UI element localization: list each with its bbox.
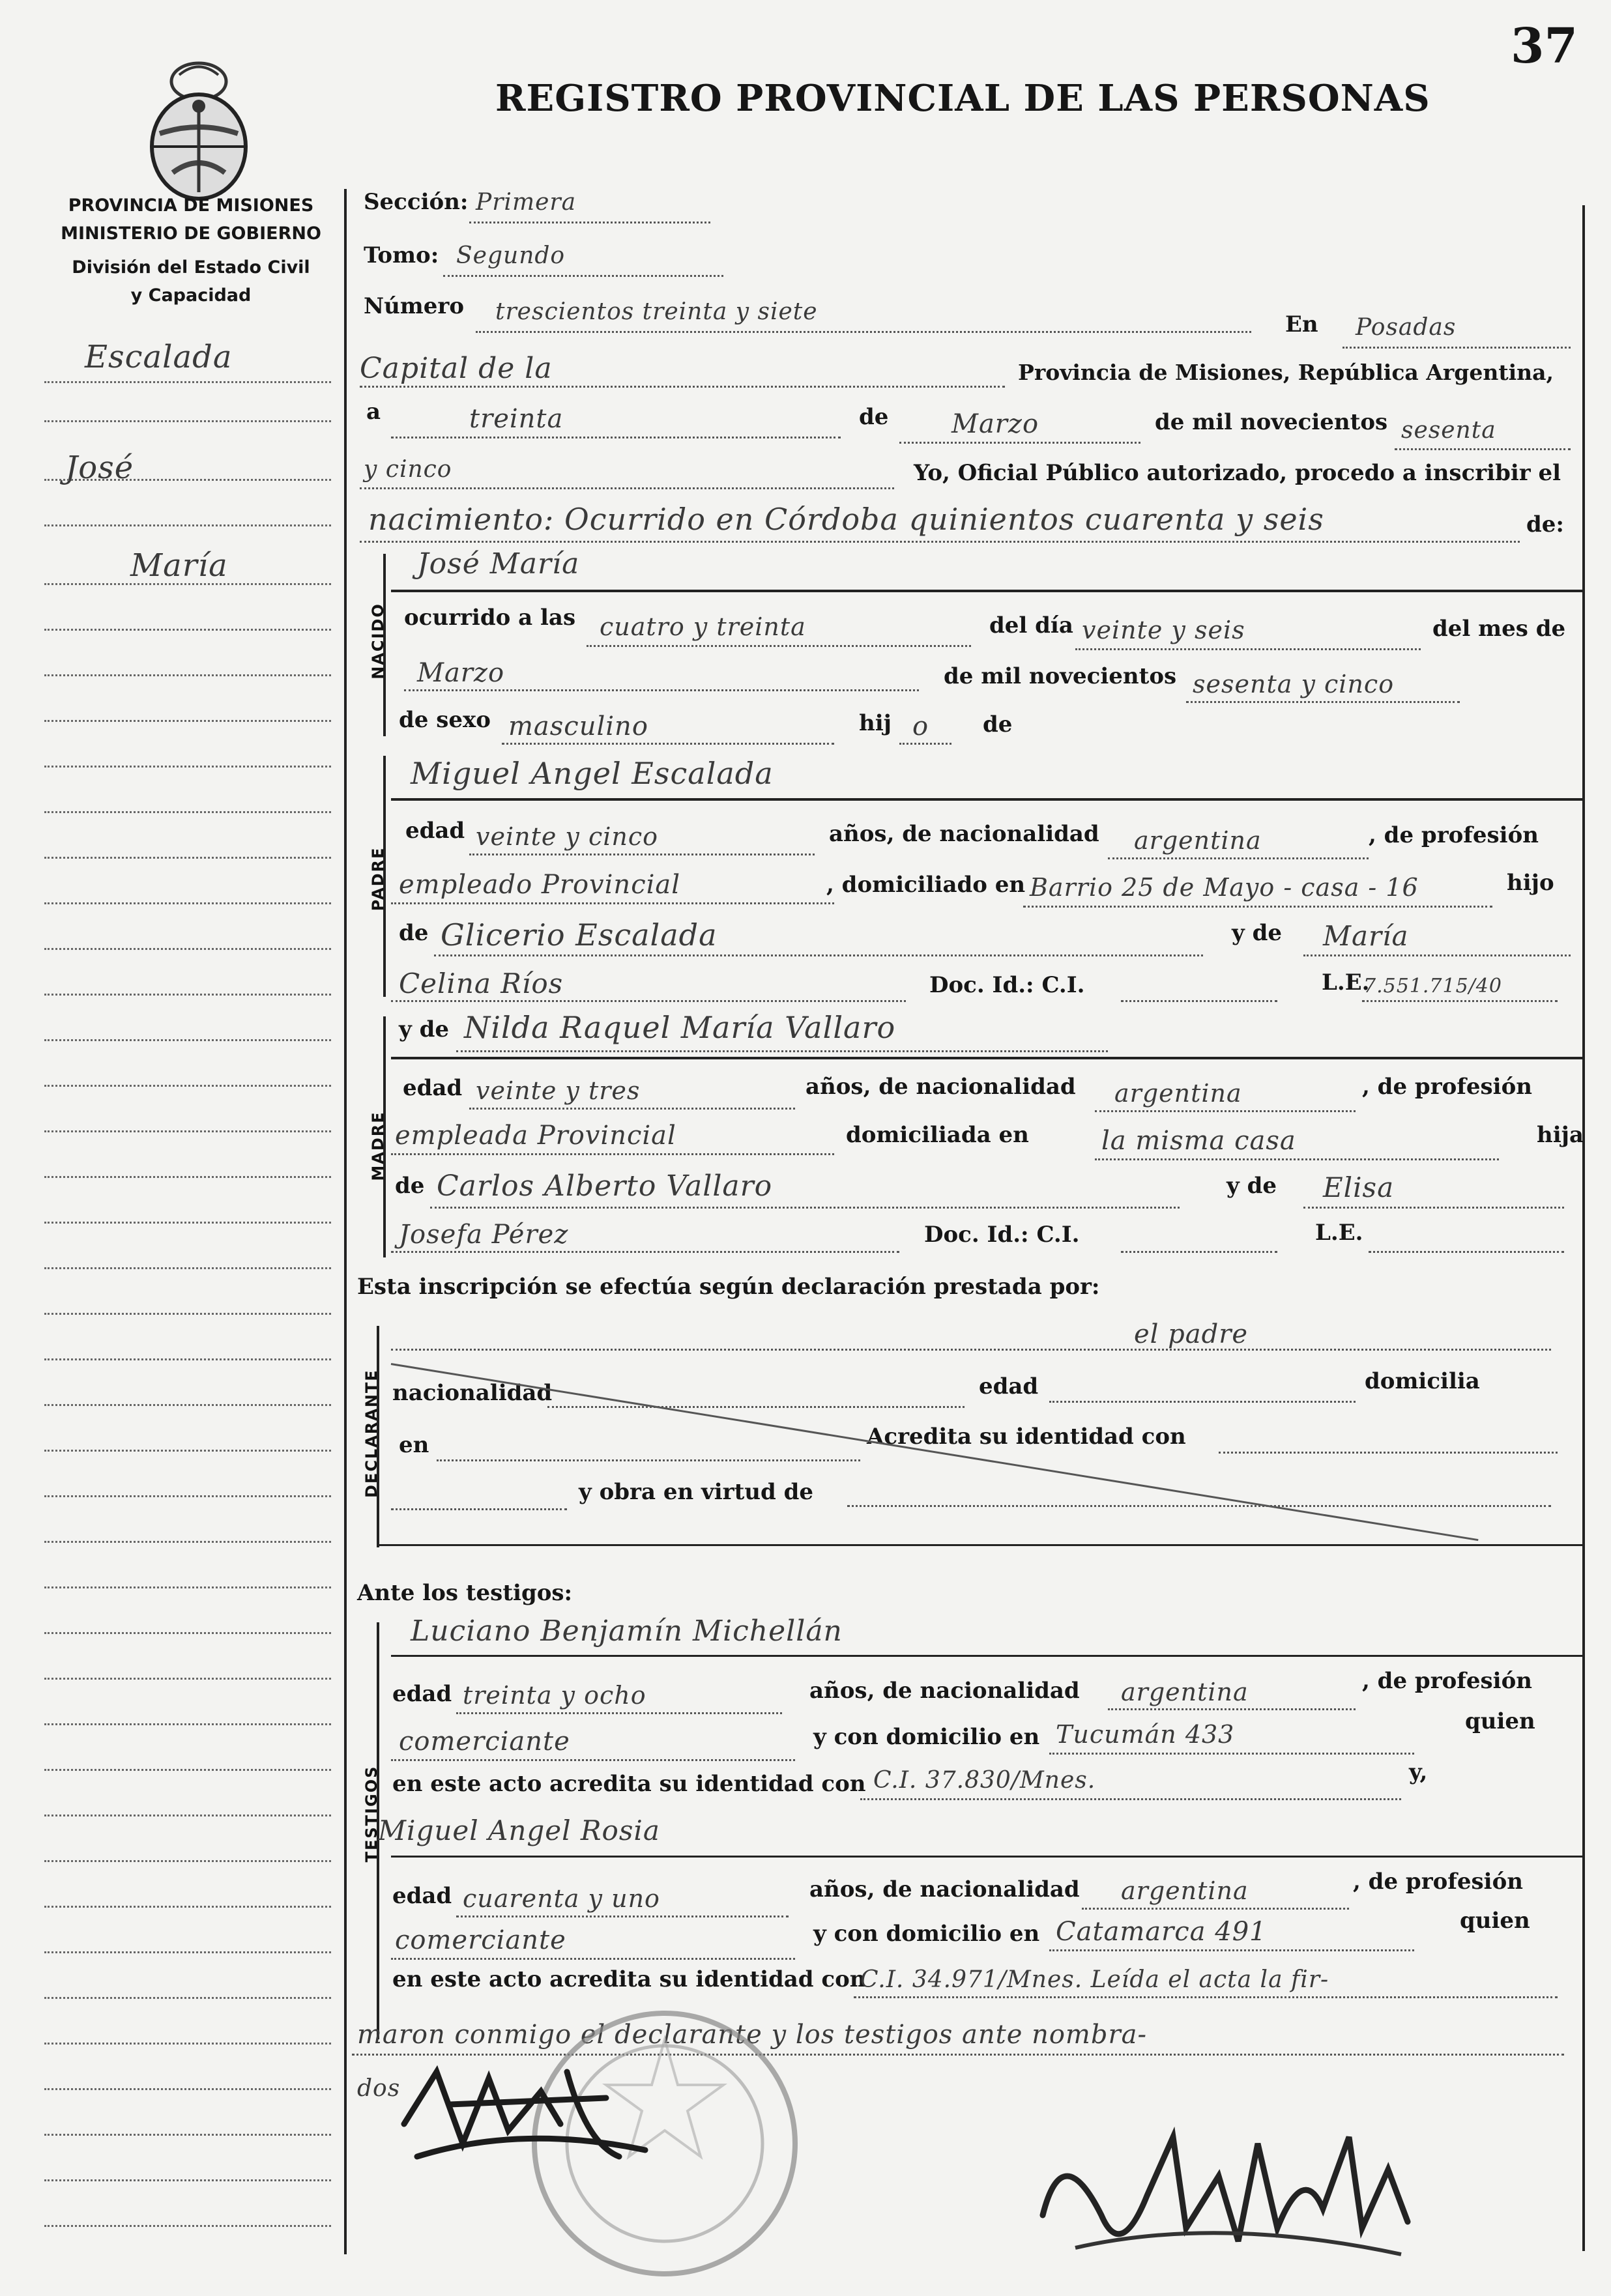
fill-line bbox=[1395, 448, 1571, 450]
official-signature bbox=[391, 2046, 665, 2176]
padre-name: Miguel Angel Escalada bbox=[411, 756, 774, 791]
month-value: Marzo bbox=[951, 409, 1039, 439]
fill-line bbox=[1362, 1000, 1558, 1002]
margin-line bbox=[44, 948, 331, 950]
padre-edad-label: edad bbox=[405, 818, 465, 844]
testigo2-acredita-label: en este acto acredita su identidad con bbox=[392, 1966, 866, 1992]
madre-le-label: L.E. bbox=[1315, 1220, 1363, 1246]
madre-dom-value: la misma casa bbox=[1101, 1126, 1296, 1156]
fill-line bbox=[1303, 954, 1571, 956]
margin-line bbox=[44, 1678, 331, 1680]
fill-line bbox=[391, 902, 834, 904]
padre-de-label: de bbox=[399, 920, 429, 946]
declarante-acredita-label: Acredita su identidad con bbox=[867, 1424, 1186, 1450]
margin-line bbox=[44, 2179, 331, 2181]
padre-hijo-label: hijo bbox=[1507, 870, 1554, 896]
fill-line bbox=[391, 1759, 795, 1761]
fill-line bbox=[456, 1712, 782, 1714]
testigo2-nac-label: años, de nacionalidad bbox=[809, 1876, 1080, 1902]
testigo1-prof-label: , de profesión bbox=[1362, 1668, 1532, 1694]
official-text: Yo, Oficial Público autorizado, procedo a inscribir el bbox=[914, 460, 1561, 486]
fill-line bbox=[1219, 1452, 1558, 1454]
margin-line bbox=[44, 2225, 331, 2227]
margin-line bbox=[44, 720, 331, 722]
section-rule bbox=[391, 798, 1584, 801]
fill-line bbox=[469, 222, 710, 223]
fill-line bbox=[469, 1108, 795, 1110]
numero-label: Número bbox=[364, 293, 464, 319]
margin-line bbox=[44, 1906, 331, 1908]
margin-line bbox=[44, 811, 331, 813]
fill-line bbox=[391, 1153, 834, 1155]
margin-line bbox=[44, 420, 331, 422]
birth-day-value: veinte y seis bbox=[1082, 616, 1245, 644]
margin-line bbox=[44, 994, 331, 996]
margin-name-1: José bbox=[65, 450, 134, 486]
day-value: treinta bbox=[469, 404, 564, 434]
fill-line bbox=[1095, 1158, 1499, 1160]
testigos-section-label: TESTIGOS bbox=[362, 1765, 381, 1863]
madre-prof-label: , de profesión bbox=[1362, 1074, 1532, 1100]
margin-line bbox=[44, 1313, 331, 1315]
margin-line bbox=[44, 524, 331, 526]
fill-line bbox=[1369, 1251, 1564, 1253]
authority-ministry: MINISTERIO DE GOBIERNO bbox=[61, 223, 321, 244]
numero-value: trescientos treinta y siete bbox=[495, 298, 818, 325]
place-value: Capital de la bbox=[360, 352, 553, 385]
margin-line bbox=[44, 583, 331, 585]
madre-y-de-label: y de bbox=[399, 1016, 449, 1042]
fill-line bbox=[404, 689, 919, 691]
closing-text-2: dos bbox=[357, 2075, 401, 2102]
padre-le-label: L.E. bbox=[1322, 969, 1370, 996]
margin-line bbox=[44, 629, 331, 631]
column-divider bbox=[344, 189, 347, 2254]
padre-mother-value-2: Celina Ríos bbox=[399, 968, 564, 999]
testigo1-quien-label: quien bbox=[1465, 1708, 1535, 1734]
page-number: 37 bbox=[1511, 18, 1578, 74]
padre-y-de-label: y de bbox=[1232, 920, 1282, 946]
margin-line bbox=[44, 1769, 331, 1771]
margin-line bbox=[44, 766, 331, 768]
madre-name: Nilda Raquel María Vallaro bbox=[464, 1010, 896, 1045]
nacido-section-label: NACIDO bbox=[369, 603, 387, 680]
fill-line bbox=[847, 1505, 1551, 1507]
fill-line bbox=[391, 1251, 899, 1253]
closing-text: maron conmigo el declarante y los testigos ante nombra- bbox=[357, 2020, 1147, 2050]
fill-line bbox=[1082, 1908, 1349, 1910]
fill-line bbox=[1075, 648, 1421, 650]
fill-line bbox=[899, 442, 1140, 444]
padre-mother-value-1: María bbox=[1323, 920, 1409, 952]
padre-le-value: 7.551.715/40 bbox=[1363, 975, 1502, 997]
hij-label: hij bbox=[859, 710, 892, 736]
margin-line bbox=[44, 1541, 331, 1543]
authority-capacity: y Capacidad bbox=[130, 285, 252, 306]
nacido-name: José María bbox=[417, 547, 580, 581]
fill-line bbox=[469, 854, 815, 855]
fill-line bbox=[456, 1050, 1108, 1052]
declarant-signature bbox=[1023, 2098, 1427, 2274]
year-value-1: sesenta bbox=[1401, 417, 1496, 444]
declaracion-text: Esta inscripción se efectúa según declaración prestada por: bbox=[357, 1274, 1100, 1300]
padre-section-label: PADRE bbox=[369, 846, 387, 911]
margin-line bbox=[44, 1222, 331, 1224]
margin-surname: Escalada bbox=[85, 339, 233, 375]
margin-line bbox=[44, 1997, 331, 1999]
section-rule bbox=[391, 590, 1584, 592]
authority-province: PROVINCIA DE MISIONES bbox=[68, 195, 314, 216]
testigos-ante-label: Ante los testigos: bbox=[357, 1580, 573, 1606]
hij-de-label: de bbox=[983, 711, 1013, 738]
madre-hija-label: hija bbox=[1537, 1122, 1584, 1148]
padre-prof-value: empleado Provincial bbox=[399, 870, 681, 900]
testigo2-edad-label: edad bbox=[392, 1883, 452, 1909]
de-colon-label: de: bbox=[1526, 511, 1564, 538]
en-label: En bbox=[1285, 311, 1318, 337]
seccion-value: Primera bbox=[476, 189, 577, 216]
margin-line bbox=[44, 1039, 331, 1041]
testigo2-edad-value: cuarenta y uno bbox=[463, 1884, 660, 1913]
de-label: de bbox=[859, 404, 889, 430]
madre-doc-label: Doc. Id.: C.I. bbox=[924, 1222, 1080, 1248]
birth-year-value: sesenta y cinco bbox=[1193, 670, 1395, 698]
madre-y-de2-label: y de bbox=[1226, 1173, 1277, 1199]
fill-line bbox=[860, 1798, 1401, 1800]
margin-line bbox=[44, 1723, 331, 1725]
fill-line bbox=[587, 645, 971, 647]
testigo2-prof-value: comerciante bbox=[395, 1925, 566, 1955]
declarante-value: el padre bbox=[1134, 1319, 1249, 1349]
fill-line bbox=[456, 1916, 789, 1917]
birth-month-value: Marzo bbox=[417, 658, 505, 688]
margin-line bbox=[44, 1586, 331, 1588]
fill-line bbox=[1049, 1949, 1414, 1951]
margin-line bbox=[44, 857, 331, 859]
testigo1-dom-label: y con domicilio en bbox=[813, 1724, 1040, 1750]
madre-father-value: Carlos Alberto Vallaro bbox=[437, 1170, 773, 1203]
fill-line bbox=[1121, 1000, 1277, 1002]
fill-line bbox=[547, 1406, 965, 1408]
fill-line bbox=[360, 541, 1520, 543]
declarante-en-label: en bbox=[399, 1432, 429, 1458]
madre-mother-value-1: Elisa bbox=[1323, 1171, 1395, 1203]
fill-line bbox=[360, 386, 1005, 388]
province-text: Provincia de Misiones, República Argentina, bbox=[1018, 360, 1554, 385]
madre-section-label: MADRE bbox=[369, 1111, 387, 1181]
year-value-2: y cinco bbox=[364, 456, 452, 483]
margin-line bbox=[44, 1860, 331, 1862]
section-rule bbox=[378, 1544, 1584, 1546]
hour-value: cuatro y treinta bbox=[600, 612, 806, 641]
testigo1-name: Luciano Benjamín Michellán bbox=[411, 1614, 843, 1648]
declarante-domicilia-label: domicilia bbox=[1365, 1368, 1480, 1394]
section-rule bbox=[391, 1856, 1584, 1858]
padre-nac-value: argentina bbox=[1134, 826, 1262, 855]
fill-line bbox=[437, 1459, 860, 1461]
margin-line bbox=[44, 902, 331, 904]
margin-line bbox=[44, 1815, 331, 1816]
madre-nac-label: años, de nacionalidad bbox=[806, 1074, 1076, 1100]
testigo1-edad-label: edad bbox=[392, 1681, 452, 1707]
margin-line bbox=[44, 1632, 331, 1634]
fill-line bbox=[391, 437, 841, 438]
fill-line bbox=[1049, 1753, 1414, 1755]
margin-line bbox=[44, 1358, 331, 1360]
margin-line bbox=[44, 1450, 331, 1452]
testigo2-name: Miguel Angel Rosia bbox=[378, 1815, 660, 1846]
fill-line bbox=[1186, 701, 1460, 703]
padre-prof-label: , de profesión bbox=[1369, 822, 1539, 848]
fill-line bbox=[391, 1349, 1551, 1351]
del-mes-label: del mes de bbox=[1432, 616, 1566, 642]
testigo2-prof-label: , de profesión bbox=[1353, 1869, 1523, 1895]
fill-line bbox=[1342, 347, 1571, 349]
testigo2-doc-value: C.I. 34.971/Mnes. Leída el acta la fir- bbox=[860, 1966, 1329, 1993]
fill-line bbox=[360, 487, 894, 489]
declarante-obra-label: y obra en virtud de bbox=[579, 1479, 814, 1505]
padre-father-value: Glicerio Escalada bbox=[441, 917, 718, 953]
fill-line bbox=[476, 331, 1251, 333]
authority-division: División del Estado Civil bbox=[72, 257, 310, 278]
declarante-edad-label: edad bbox=[979, 1373, 1039, 1399]
margin-line bbox=[44, 674, 331, 676]
testigo1-dom-value: Tucumán 433 bbox=[1056, 1720, 1235, 1749]
testigo2-quien-label: quien bbox=[1460, 1908, 1530, 1934]
testigo1-nac-value: argentina bbox=[1121, 1678, 1249, 1706]
fill-line bbox=[854, 1996, 1558, 1998]
page-right-border bbox=[1582, 205, 1585, 2251]
page-title: REGISTRO PROVINCIAL DE LAS PERSONAS bbox=[495, 77, 1430, 120]
declarante-nac-label: nacionalidad bbox=[392, 1380, 553, 1406]
fill-line bbox=[1121, 1251, 1277, 1253]
madre-edad-value: veinte y tres bbox=[476, 1076, 641, 1105]
madre-nac-value: argentina bbox=[1114, 1079, 1242, 1108]
margin-line bbox=[44, 1085, 331, 1087]
city-value: Posadas bbox=[1356, 314, 1457, 341]
padre-doc-label: Doc. Id.: C.I. bbox=[929, 972, 1085, 998]
testigo2-dom-label: y con domicilio en bbox=[813, 1921, 1040, 1947]
declarante-section-label: DECLARANTE bbox=[362, 1369, 381, 1498]
fill-line bbox=[1023, 906, 1492, 908]
padre-edad-value: veinte y cinco bbox=[476, 822, 659, 851]
fill-line bbox=[391, 1958, 795, 1960]
testigo2-dom-value: Catamarca 491 bbox=[1056, 1917, 1267, 1947]
fill-line bbox=[434, 954, 1203, 956]
margin-line bbox=[44, 1495, 331, 1497]
sexo-value: masculino bbox=[508, 711, 648, 741]
madre-dom-label: domiciliada en bbox=[846, 1122, 1029, 1148]
a-label: a bbox=[366, 399, 381, 425]
fill-line bbox=[1095, 1110, 1356, 1112]
madre-de-label: de bbox=[395, 1173, 425, 1199]
margin-line bbox=[44, 1130, 331, 1132]
fill-line bbox=[1108, 1708, 1356, 1710]
year-label: de mil novecientos bbox=[1155, 409, 1388, 435]
del-dia-label: del día bbox=[989, 612, 1073, 639]
madre-prof-value: empleada Provincial bbox=[395, 1121, 676, 1151]
act-line: nacimiento: Ocurrido en Córdoba quinientos cuarenta y seis bbox=[368, 502, 1324, 537]
padre-nac-label: años, de nacionalidad bbox=[829, 821, 1099, 847]
fill-line bbox=[391, 1000, 906, 1002]
seccion-label: Sección: bbox=[364, 189, 469, 215]
margin-line bbox=[44, 1404, 331, 1406]
section-rule bbox=[391, 1655, 1584, 1657]
margin-line bbox=[44, 479, 331, 481]
fill-line bbox=[1303, 1207, 1564, 1209]
section-rule bbox=[391, 1057, 1584, 1059]
fill-line bbox=[430, 1207, 1180, 1209]
margin-line bbox=[44, 2088, 331, 2090]
fill-line bbox=[899, 743, 951, 745]
fill-line bbox=[1108, 857, 1369, 859]
testigo1-edad-value: treinta y ocho bbox=[463, 1681, 646, 1710]
margin-line bbox=[44, 1267, 331, 1269]
fill-line bbox=[391, 1508, 567, 1510]
padre-dom-label: , domiciliado en bbox=[826, 872, 1026, 898]
hij-suffix: o bbox=[912, 711, 929, 741]
fill-line bbox=[443, 275, 723, 277]
testigo1-acredita-label: en este acto acredita su identidad con bbox=[392, 1771, 866, 1797]
testigo1-doc-value: C.I. 37.830/Mnes. bbox=[873, 1767, 1096, 1794]
tomo-label: Tomo: bbox=[364, 242, 439, 268]
coat-of-arms-seal bbox=[134, 55, 264, 205]
testigo2-nac-value: argentina bbox=[1121, 1876, 1249, 1905]
padre-dom-value: Barrio 25 de Mayo - casa - 16 bbox=[1030, 873, 1419, 902]
tomo-value: Segundo bbox=[456, 242, 566, 269]
margin-line bbox=[44, 1951, 331, 1953]
madre-edad-label: edad bbox=[403, 1075, 463, 1101]
margin-line bbox=[44, 2043, 331, 2045]
margin-line bbox=[44, 1176, 331, 1178]
testigo1-y-label: y, bbox=[1409, 1759, 1428, 1785]
birth-year-label: de mil novecientos bbox=[944, 663, 1177, 689]
margin-line bbox=[44, 381, 331, 383]
madre-mother-value-2: Josefa Pérez bbox=[399, 1220, 569, 1250]
ocurrido-label: ocurrido a las bbox=[404, 605, 576, 631]
testigo1-nac-label: años, de nacionalidad bbox=[809, 1678, 1080, 1704]
margin-name-2: María bbox=[130, 547, 228, 584]
margin-line bbox=[44, 2134, 331, 2136]
fill-line bbox=[1049, 1401, 1356, 1403]
fill-line bbox=[502, 743, 834, 745]
testigo1-prof-value: comerciante bbox=[399, 1727, 570, 1757]
sexo-label: de sexo bbox=[399, 707, 491, 733]
